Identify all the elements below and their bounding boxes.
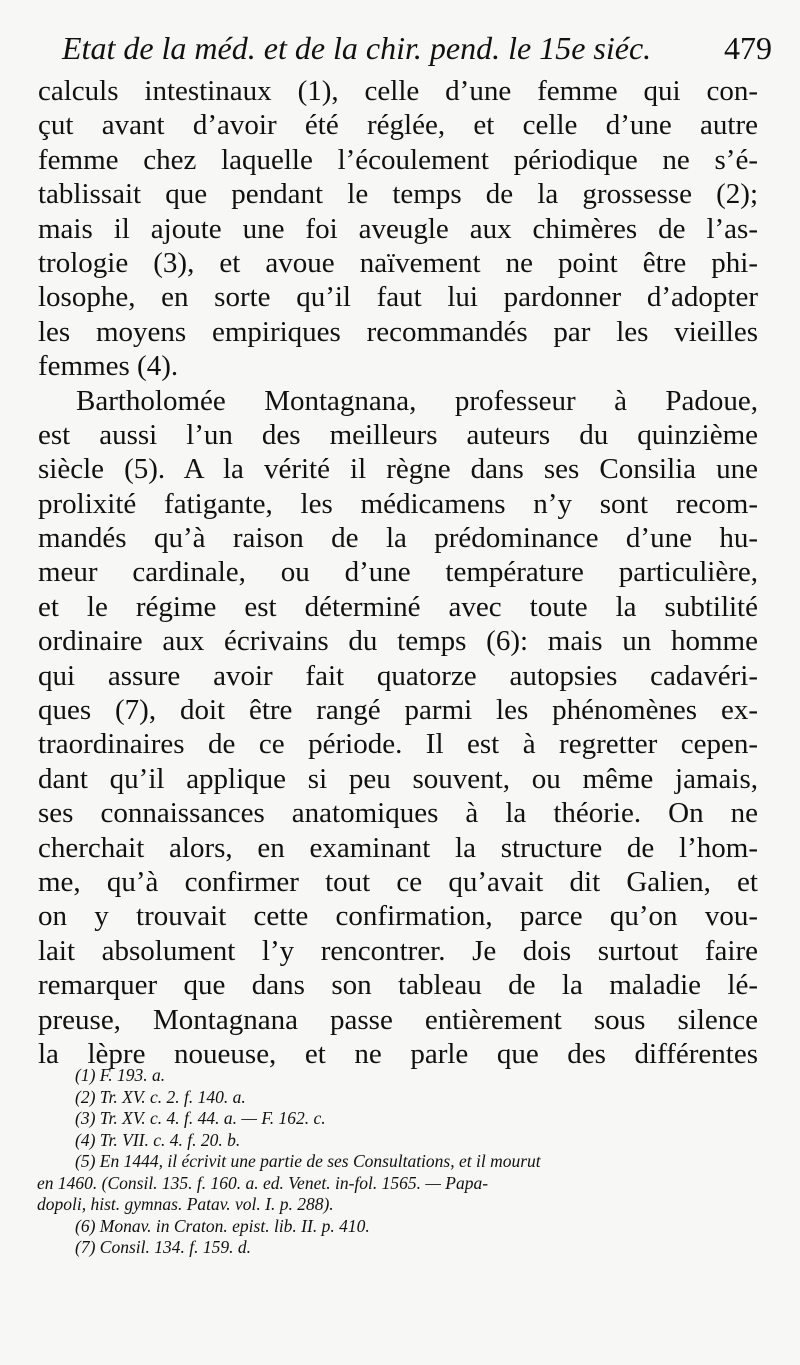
body-text [38,74,758,1071]
footnote-5-continued: dopoli, hist. gymnas. Patav. vol. I. p. 288). [37,1194,334,1214]
footnote-4: (4) Tr. VII. c. 4. f. 20. b. [75,1129,241,1150]
text-line: qui assure avoir fait quatorze autopsies cadavéri- [38,659,758,692]
text-line: prolixité fatigante, les médicamens n’y sont recom- [38,487,758,520]
text-line: est aussi l’un des meilleurs auteurs du quinzième [38,418,758,451]
text-line: femmes (4). [38,350,179,383]
text-line: trologie (3), et avoue naïvement ne point être phi- [38,246,758,279]
footnote-6: (6) Monav. in Craton. epist. lib. II. p. 410. [75,1215,370,1236]
paragraph-first-line: Bartholomée Montagnana, professeur à Padoue, [76,384,758,417]
text-line: femme chez laquelle l’écoulement périodique ne s’é- [38,143,758,176]
page-number: 479 [724,30,772,66]
text-line: tablissait que pendant le temps de la grossesse (2); [38,178,758,211]
text-line: siècle (5). A la vérité il règne dans ses Consilia une [38,453,758,486]
text-line: remarquer que dans son tableau de la maladie lé- [38,969,758,1002]
text-line: la lèpre noueuse, et ne parle que des différentes [38,1037,758,1070]
text-line: çut avant d’avoir été réglée, et celle d’une autre [38,109,758,142]
text-line: losophe, en sorte qu’il faut lui pardonner d’adopter [38,281,758,314]
running-title: Etat de la méd. et de la chir. pend. le 15e siéc. [62,30,652,66]
footnote-5-continued: en 1460. (Consil. 135. f. 160. a. ed. Venet. in-fol. 1565. — Papa- [37,1172,489,1193]
running-head [62,30,772,74]
text-line: calculs intestinaux (1), celle d’une femme qui con- [38,75,758,107]
text-line: lait absolument l’y rencontrer. Je dois surtout faire [38,934,758,967]
text-line: me, qu’à confirmer tout ce qu’avait dit Galien, et [38,865,758,898]
text-line: ques (7), doit être rangé parmi les phénomènes ex- [38,694,758,727]
footnote-2: (2) Tr. XV. c. 2. f. 140. a. [75,1086,246,1107]
footnote-5: (5) En 1444, il écrivit une partie de ses Consultations, et il mourut [75,1151,541,1171]
text-line: et le régime est déterminé avec toute la subtilité [38,590,758,623]
text-line: les moyens empiriques recommandés par les vieilles [38,315,758,348]
text-line: dant qu’il applique si peu souvent, ou même jamais, [38,762,758,795]
text-line: preuse, Montagnana passe entièrement sous silence [38,1003,758,1036]
text-line: ordinaire aux écrivains du temps (6): mais un homme [38,625,758,658]
footnote-7: (7) Consil. 134. f. 159. d. [75,1237,251,1257]
footnotes [37,1065,760,1259]
text-line: mais il ajoute une foi aveugle aux chimères de l’as- [38,212,758,245]
text-line: meur cardinale, ou d’une température particulière, [38,556,758,589]
text-line: ses connaissances anatomiques à la théorie. On ne [38,797,758,830]
footnote-3: (3) Tr. XV. c. 4. f. 44. a. — F. 162. c. [75,1108,326,1128]
footnote-1: (1) F. 193. a. [75,1065,166,1085]
text-line: cherchait alors, en examinant la structure de l’hom- [38,831,758,864]
text-line: on y trouvait cette confirmation, parce qu’on vou- [38,900,758,933]
text-line: mandés qu’à raison de la prédominance d’une hu- [38,522,758,555]
text-line: traordinaires de ce période. Il est à regretter cepen- [38,728,758,761]
